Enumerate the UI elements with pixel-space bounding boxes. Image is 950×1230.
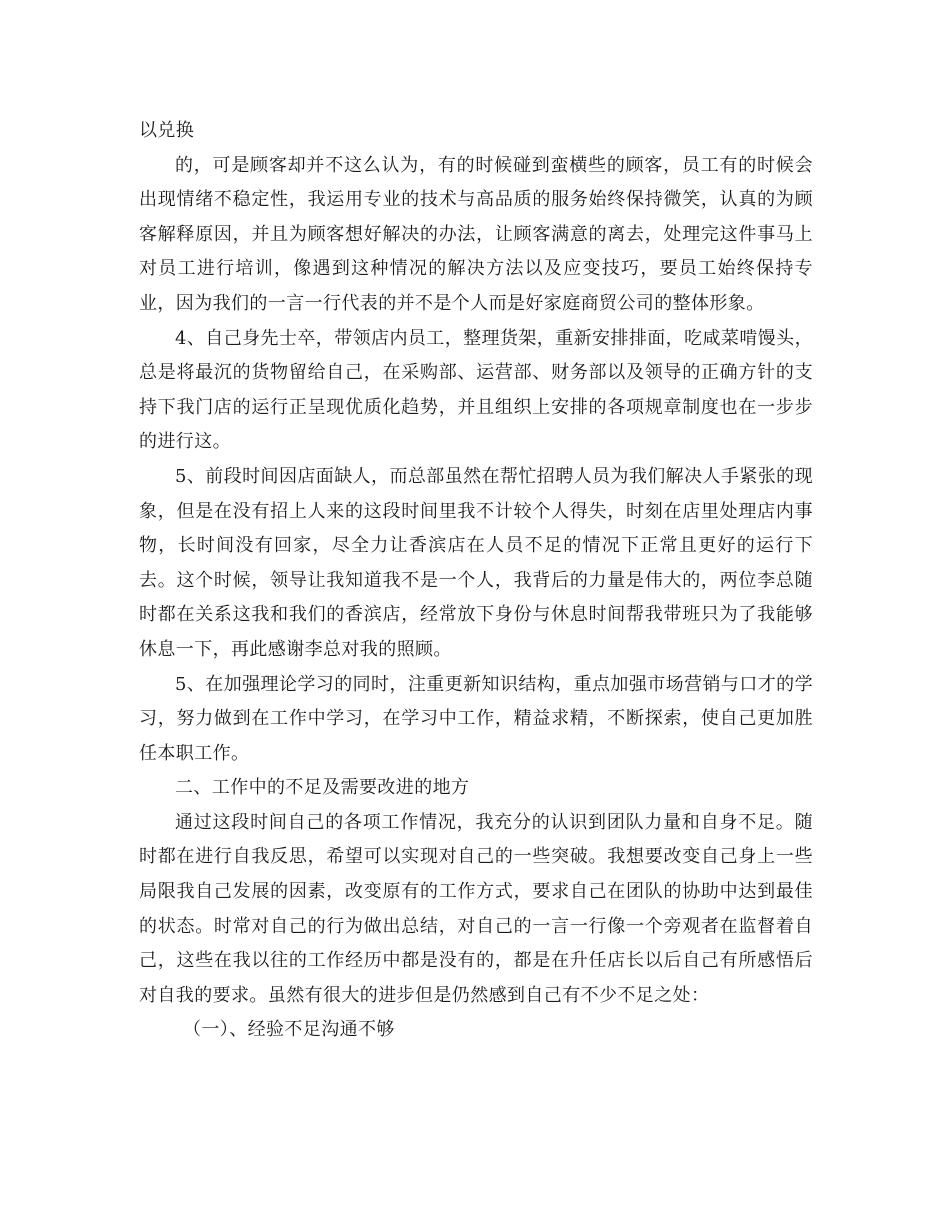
paragraph-item-5-learning: 5、在加强理论学习的同时，注重更新知识结构，重点加强市场营销与口才的学习，努力做到在工作中学习，在学习中工作，精益求精，不断探索，使自己更加胜任本职工作。 — [139, 673, 813, 764]
paragraph-self-reflection: 通过这段时间自己的各项工作情况，我充分的认识到团队力量和自身不足。随时都在进行自我反思，希望可以实现对自己的一些突破。我想要改变自己身上一些局限我自己发展的因素，改变原有的工作方式，要求自己在团队的协助中达到最佳的状态。时常对自己的行为做出总结，对自己的一言一行像一个旁观者在监督着自己，这些在我以往的工作经历中都是没有的，都是在升任店长以后自己有所感悟后对自我的要求。虽然有很大的进步但是仍然感到自己有不少不足之处： — [139, 811, 813, 1006]
subheading-experience: （一）、经验不足沟通不够 — [183, 1019, 395, 1041]
document-body — [139, 114, 813, 1048]
section-heading-shortcomings: 二、工作中的不足及需要改进的地方 — [175, 777, 470, 799]
paragraph-item-4: 4、自己身先士卒，带领店内员工，整理货架，重新安排排面，吃咸菜啃馒头，总是将最沉的货物留给自己，在采购部、运营部、财务部以及领导的正确方针的支持下我门店的运行正呈现优质化趋势，并且组织上安排的各项规章制度也在一步步的进行这。 — [139, 327, 813, 453]
paragraph-continuation: 以兑换 — [139, 120, 195, 141]
paragraph-customer-service: 的，可是顾客却并不这么认为，有的时候碰到蛮横些的顾客，员工有的时候会出现情绪不稳定性，我运用专业的技术与高品质的服务始终保持微笑，认真的为顾客解释原因，并且为顾客想好解决的办法，让顾客满意的离去，处理完这件事马上对员工进行培训，像遇到这种情况的解决方法以及应变技巧，要员工始终保持专业，因为我们的一言一行代表的并不是个人而是好家庭商贸公司的整体形象。 — [139, 154, 813, 314]
paragraph-item-5-staffing: 5、前段时间因店面缺人，而总部虽然在帮忙招聘人员为我们解决人手紧张的现象，但是在没有招上人来的这段时间里我不计较个人得失，时刻在店里处理店内事物，长时间没有回家，尽全力让香滨店在人员不足的情况下正常且更好的运行下去。这个时候，领导让我知道我不是一个人，我背后的力量是伟大的，两位李总随时都在关系这我和我们的香滨店，经常放下身份与休息时间帮我带班只为了我能够休息一下，再此感谢李总对我的照顾。 — [139, 465, 813, 660]
